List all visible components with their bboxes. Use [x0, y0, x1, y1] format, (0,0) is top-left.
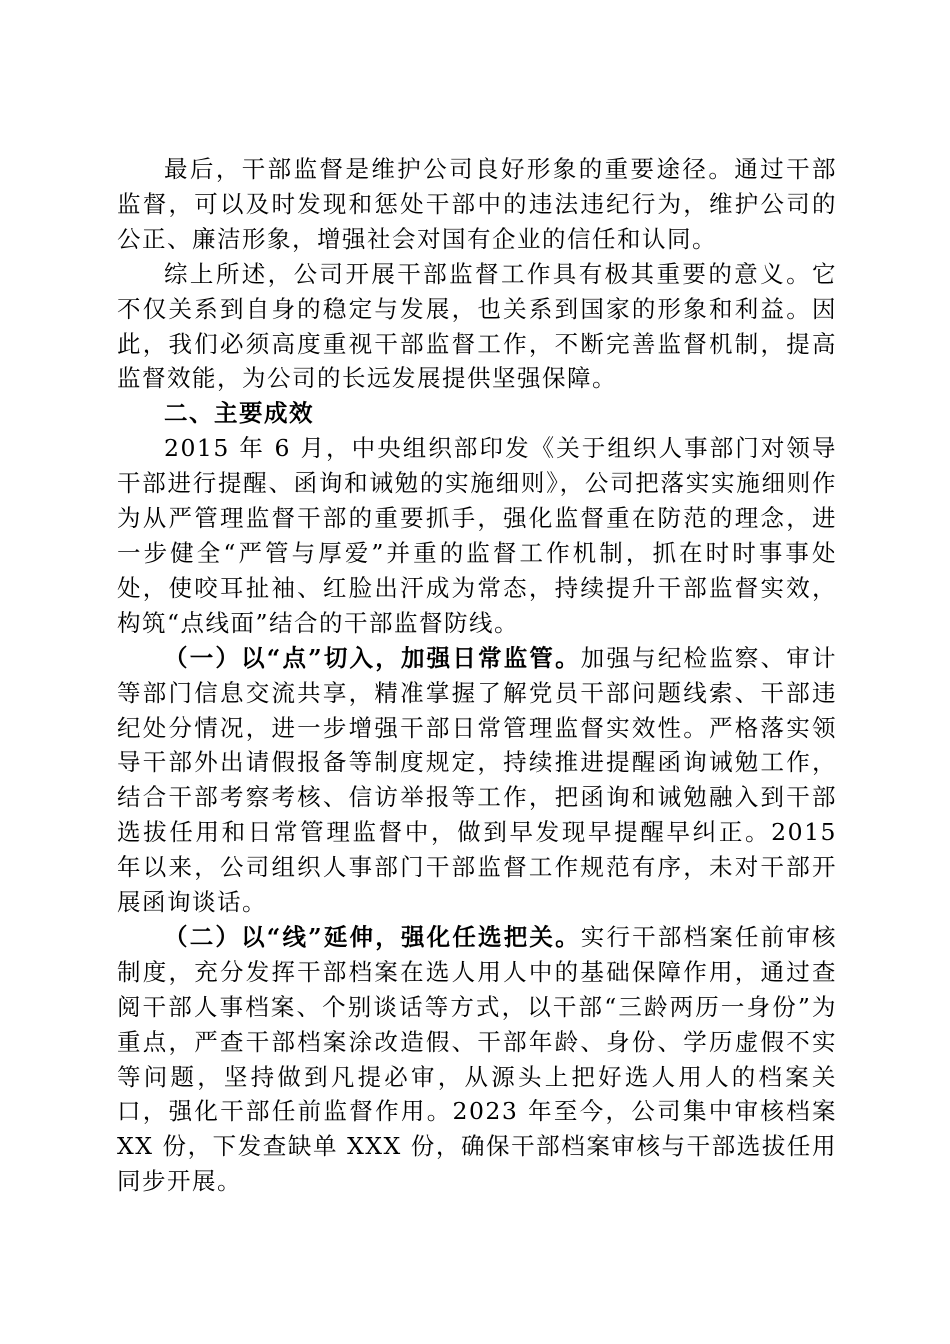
paragraph-conclusion-image: 最后，干部监督是维护公司良好形象的重要途径。通过干部监督，可以及时发现和惩处干部中的违法违纪行为，维护公司的公正、廉洁形象，增强社会对国有企业的信任和认同。	[117, 155, 837, 253]
point-one-body: 加强与纪检监察、审计等部门信息交流共享，精准掌握了解党员干部问题线索、干部违纪处分情况，进一步增强干部日常管理监督实效性。严格落实领导干部外出请假报备等制度规定，持续推进提醒函询诫勉工作，结合干部考察考核、信访举报等工作，把函询和诫勉融入到干部选拔任用和日常管理监督中，做到早发现早提醒早纠正。2015 年以来，公司组织人事部门干部监督工作规范有序，未对干部开展函询谈话。	[117, 643, 837, 917]
point-one-lead: （一）以“点”切入，加强日常监管。	[164, 643, 581, 672]
section-heading-main-results: 二、主要成效	[164, 399, 314, 428]
paragraph-summary: 综上所述，公司开展干部监督工作具有极其重要的意义。它不仅关系到自身的稳定与发展，也关系到国家的形象和利益。因此，我们必须高度重视干部监督工作，不断完善监督机制，提高监督效能，为公司的长远发展提供坚强保障。	[117, 259, 837, 393]
point-two-lead: （二）以“线”延伸，强化任选把关。	[164, 922, 581, 951]
paragraph-point-one	[117, 641, 837, 920]
paragraph-intro-2015: 2015 年 6 月，中央组织部印发《关于组织人事部门对领导干部进行提醒、函询和诫勉的实施细则》，公司把落实实施细则作为从严管理监督干部的重要抓手，强化监督重在防范的理念，进一步健全“严管与厚爱”并重的监督工作机制，抓在时时事事处处，使咬耳扯袖、红脸出汗成为常态，持续提升干部监督实效，构筑“点线面”结合的干部监督防线。	[117, 434, 837, 637]
paragraph-point-two	[117, 920, 837, 1199]
document-body	[117, 152, 837, 1199]
point-two-body: 实行干部档案任前审核制度，充分发挥干部档案在选人用人中的基础保障作用，通过查阅干部人事档案、个别谈话等方式，以干部“三龄两历一身份”为重点，严查干部档案涂改造假、干部年龄、身份、学历虚假不实等问题，坚持做到凡提必审，从源头上把好选人用人的档案关口，强化干部任前监督作用。2023 年至今，公司集中审核档案 XX 份，下发查缺单 XXX 份，确保干部档案审核与干部选拔任用同步开展。	[117, 922, 837, 1196]
